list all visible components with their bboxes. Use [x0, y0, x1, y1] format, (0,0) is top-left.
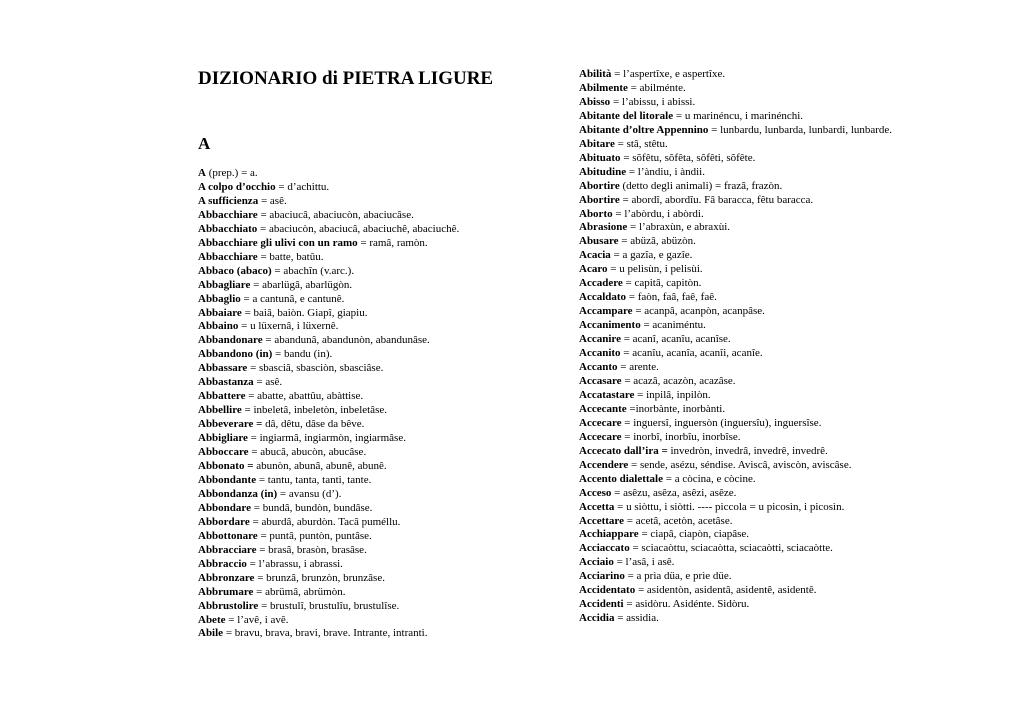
entry-headword: Accampare	[579, 305, 633, 318]
entry-definition: = batte, batûu.	[260, 250, 324, 263]
entry-headword: Abbattere	[198, 390, 246, 403]
entry-definition: abunòn, abunâ, abunê, abunê.	[253, 460, 387, 473]
entry-headword: Abbeverare =	[198, 418, 263, 431]
entry-definition: = lunbardu, lunbarda, lunbardi, lunbarde.	[708, 123, 893, 136]
dictionary-entry	[579, 501, 899, 515]
dictionary-entry	[579, 487, 899, 501]
entry-definition: = arente.	[620, 361, 659, 374]
dictionary-entry	[579, 459, 899, 473]
dictionary-entry	[579, 417, 899, 431]
entry-headword: Accasare	[579, 374, 622, 387]
dictionary-entry	[579, 305, 899, 319]
dictionary-entry	[579, 263, 899, 277]
dictionary-entry	[579, 249, 899, 263]
entry-definition: = brasâ, brasòn, brasâse.	[256, 543, 367, 556]
dictionary-entry	[198, 460, 498, 474]
dictionary-entry	[198, 307, 498, 321]
dictionary-entry	[579, 208, 899, 222]
entry-definition: = abrümâ, abrümòn.	[253, 585, 346, 598]
entry-headword: Abbaiare	[198, 306, 242, 319]
dictionary-entry	[579, 194, 899, 208]
entry-headword: A sufficienza	[198, 194, 259, 207]
entry-definition: = abilménte.	[627, 81, 686, 94]
entry-headword: Accaldato	[579, 291, 627, 304]
entry-definition: = inorbî, inorbîu, inorbîse.	[621, 430, 741, 443]
entry-definition: dâ, dêtu, dâse da bêve.	[262, 418, 365, 431]
entry-headword: Abbaco (abaco)	[198, 264, 272, 277]
entry-headword: Abbagliare	[198, 278, 251, 291]
dictionary-entry	[579, 96, 899, 110]
entry-headword: Accanimento	[579, 319, 641, 332]
entry-headword: Abbaino	[198, 320, 239, 333]
entry-definition: = capitâ, capitòn.	[622, 277, 702, 290]
entry-definition: = u siòttu, i siòtti. ---- piccola = u picosìn, i picosìn.	[614, 500, 845, 513]
dictionary-entry	[198, 334, 498, 348]
entry-definition: = u marinéncu, i marinénchi.	[673, 109, 804, 122]
entry-headword: Accatastare	[579, 388, 635, 401]
entry-headword: Abbronzare	[198, 571, 255, 584]
entry-headword: Accidentato	[579, 584, 636, 597]
dictionary-entry	[579, 542, 899, 556]
entry-headword: Accecante	[579, 402, 627, 415]
dictionary-entry	[579, 124, 899, 138]
entry-definition: = a prìa düa, e prìe düe.	[624, 570, 732, 583]
dictionary-entry	[579, 319, 899, 333]
entry-definition: = l’abrassu, i abrassi.	[246, 557, 343, 570]
entry-definition: = abaciucòn, abaciucâ, abaciuchê, abaciuchê.	[257, 222, 460, 235]
entry-headword: Abisso	[579, 95, 611, 108]
entry-definition: = puntâ, puntòn, puntâse.	[257, 529, 372, 542]
entry-definition: = abarlügâ, abarlügòn.	[250, 278, 353, 291]
entry-definition: = asidentòn, asidentâ, asidentê, asidentê.	[635, 584, 817, 597]
entry-headword: Abbacchiato	[198, 222, 258, 235]
entry-headword: Abbastanza	[198, 376, 254, 389]
dictionary-entry	[198, 558, 498, 572]
entry-headword: Abbraccio	[198, 557, 247, 570]
entry-definition: = abachîn (v.arc.).	[271, 264, 355, 277]
entry-definition: = inbeletâ, inbeletòn, inbeletâse.	[241, 404, 387, 417]
dictionary-entry	[198, 320, 498, 334]
right-column	[579, 68, 899, 626]
entry-definition: = aburdâ, aburdòn. Tacâ puméllu.	[249, 515, 401, 528]
entry-definition: = acetâ, acetòn, acetâse.	[623, 514, 733, 527]
entry-definition: = acaniméntu.	[640, 319, 706, 332]
entry-headword: Accadere	[579, 277, 623, 290]
entry-definition: = tantu, tanta, tanti, tante.	[256, 473, 372, 486]
entry-definition: = inguersî, inguersòn (inguersîu), inguersîse.	[621, 416, 822, 429]
entry-headword: Abortire	[579, 179, 620, 192]
entry-headword: Acacia	[579, 249, 611, 262]
entry-definition: = bravu, brava, bravi, brave. Intrante, intranti.	[223, 627, 428, 640]
entry-definition: = u lüxernâ, i lüxernê.	[238, 320, 339, 333]
dictionary-entry	[198, 614, 498, 628]
entry-definition: = baiâ, baiòn. Giapî, giapiu.	[241, 306, 368, 319]
entry-definition: = faòn, faâ, faê, faê.	[626, 291, 717, 304]
entry-headword: Abbellire	[198, 404, 242, 417]
dictionary-entry	[579, 68, 899, 82]
entry-definition: = abucâ, abucòn, abucâse.	[248, 446, 367, 459]
section-letter: A	[198, 134, 211, 153]
dictionary-entry	[198, 251, 498, 265]
entry-definition: = a gazîa, e gazîe.	[610, 249, 693, 262]
entry-headword: Accento dialettale	[579, 472, 663, 485]
entry-headword: Accanto	[579, 361, 621, 374]
entry-definition: = ingiarmâ, ingiarmòn, ingiarmâse.	[247, 432, 406, 445]
page-title: DIZIONARIO di PIETRA LIGURE	[198, 68, 494, 89]
dictionary-entry	[579, 389, 899, 403]
dictionary-entry	[198, 376, 498, 390]
entry-definition: (prep.) = a.	[205, 167, 258, 179]
entry-definition: = abandunâ, abandunòn, abandunâse.	[262, 334, 430, 347]
dictionary-entry	[198, 223, 498, 237]
entry-headword: Abrasione	[579, 221, 628, 234]
entry-definition: = acazâ, acazòn, acazâse.	[621, 374, 736, 387]
entry-definition: = asêzu, asêza, asêzi, asêze.	[611, 486, 737, 499]
entry-headword: Accidenti	[579, 598, 624, 611]
dictionary-entry	[198, 530, 498, 544]
dictionary-entry	[198, 195, 498, 209]
dictionary-entry	[579, 515, 899, 529]
dictionary-entry	[198, 432, 498, 446]
entry-definition: = ciapâ, ciapòn, ciapâse.	[638, 528, 750, 541]
dictionary-entry	[579, 431, 899, 445]
entry-headword: Acceso	[579, 486, 612, 499]
entry-definition: = asê.	[258, 194, 287, 207]
dictionary-entry	[198, 516, 498, 530]
entry-headword: Abitare	[579, 137, 615, 150]
dictionary-entry	[579, 375, 899, 389]
entry-headword: Abbacchiare	[198, 250, 261, 263]
left-column	[198, 167, 498, 641]
entry-headword: Abbracciare	[198, 543, 257, 556]
dictionary-entry	[198, 209, 498, 223]
entry-definition: = inpilâ, inpilòn.	[634, 388, 711, 401]
dictionary-entry	[198, 390, 498, 404]
entry-headword: Abituato	[579, 151, 621, 164]
dictionary-entry	[198, 572, 498, 586]
entry-headword: Accecato dall’ira =	[579, 444, 668, 457]
entry-definition: = asê.	[253, 376, 283, 389]
entry-definition: =inorbànte, inorbànti.	[626, 402, 726, 415]
entry-headword: Abbondante	[198, 473, 257, 486]
entry-headword: Abbaglio	[198, 292, 241, 305]
entry-definition: = l’asâ, i asê.	[613, 556, 675, 569]
entry-headword: Abbottonare	[198, 529, 258, 542]
dictionary-entry	[198, 404, 498, 418]
dictionary-entry	[579, 403, 899, 417]
entry-headword: Acchiappare	[579, 528, 639, 541]
entry-definition: = stâ, stêtu.	[614, 137, 668, 150]
dictionary-entry	[198, 544, 498, 558]
entry-headword: Abbassare	[198, 362, 248, 375]
entry-headword: Accanire	[579, 333, 621, 346]
entry-definition: = a còcina, e còcine.	[663, 472, 756, 485]
entry-definition: = abordî, abordîu. Fâ baracca, fêtu baracca.	[619, 193, 814, 206]
entry-headword: Abbordare	[198, 515, 250, 528]
entry-definition: = acanpâ, acanpòn, acanpâse.	[632, 305, 765, 318]
entry-definition: = l’abòrdu, i abòrdi.	[612, 207, 704, 220]
entry-definition: = sbasciâ, sbasciòn, sbasciâse.	[247, 362, 384, 375]
entry-definition: = assidia.	[614, 612, 659, 625]
dictionary-entry	[198, 600, 498, 614]
entry-headword: Abilmente	[579, 81, 628, 94]
entry-headword: Abboccare	[198, 446, 249, 459]
dictionary-entry	[579, 180, 899, 194]
dictionary-entry	[579, 277, 899, 291]
dictionary-entry	[579, 221, 899, 235]
dictionary-entry	[198, 167, 498, 181]
entry-headword: Abbonato =	[198, 460, 254, 473]
entry-definition: = bandu (in).	[272, 348, 333, 361]
entry-headword: Accecare	[579, 430, 622, 443]
dictionary-entry	[579, 110, 899, 124]
entry-definition: invedròn, invedrâ, invedrê, invedrê.	[667, 444, 828, 457]
dictionary-entry	[579, 138, 899, 152]
entry-headword: Abile	[198, 627, 224, 640]
entry-headword: Acciaio	[579, 556, 614, 569]
entry-definition: = d’achittu.	[275, 180, 330, 193]
dictionary-entry	[198, 474, 498, 488]
entry-headword: Accecare	[579, 416, 622, 429]
dictionary-entry	[198, 181, 498, 195]
entry-headword: Abete	[198, 613, 226, 626]
dictionary-entry	[579, 556, 899, 570]
entry-headword: Abilità	[579, 68, 612, 80]
entry-headword: Abbandonare	[198, 334, 263, 347]
entry-definition: = abatte, abattûu, abàttise.	[245, 390, 364, 403]
entry-headword: Abusare	[579, 235, 619, 248]
dictionary-entry	[579, 333, 899, 347]
entry-definition: = abüzâ, abüzòn.	[618, 235, 696, 248]
dictionary-entry	[579, 445, 899, 459]
entry-definition: = brunzâ, brunzòn, brunzâse.	[254, 571, 385, 584]
dictionary-entry	[198, 418, 498, 432]
entry-headword: Acciarino	[579, 570, 625, 583]
dictionary-entry	[198, 586, 498, 600]
entry-headword: Abbacchiare gli ulivi con un ramo	[198, 236, 358, 249]
entry-definition: = l’avê, i avê.	[225, 613, 289, 626]
entry-headword: Acciaccato	[579, 542, 630, 555]
dictionary-entry	[198, 502, 498, 516]
dictionary-entry	[579, 528, 899, 542]
entry-headword: Aborto	[579, 207, 613, 220]
entry-headword: Abbigliare	[198, 432, 248, 445]
entry-definition: = l’abissu, i abissi.	[610, 95, 696, 108]
dictionary-entry	[579, 612, 899, 626]
entry-definition: = l’abraxùn, e abraxùi.	[627, 221, 730, 234]
entry-definition: = sciacaòttu, sciacaòtta, sciacaòtti, sciacaòtte.	[629, 542, 833, 555]
entry-definition: = acanî, acanîu, acanîse.	[620, 333, 731, 346]
dictionary-entry	[198, 265, 498, 279]
entry-headword: Abbrustolire	[198, 599, 259, 612]
entry-headword: Accidia	[579, 612, 615, 625]
entry-headword: Abbondanza (in)	[198, 487, 278, 500]
dictionary-entry	[198, 293, 498, 307]
entry-headword: Accendere	[579, 458, 629, 471]
entry-headword: Abitudine	[579, 165, 627, 178]
entry-definition: (detto degli animali) = frazâ, frazòn.	[619, 179, 783, 192]
entry-headword: Abbondare	[198, 501, 251, 514]
entry-definition: = l’àndiu, i àndii.	[626, 165, 705, 178]
entry-definition: = ramâ, ramòn.	[357, 236, 428, 249]
dictionary-entry	[579, 570, 899, 584]
dictionary-entry	[579, 584, 899, 598]
entry-definition: = bundâ, bundòn, bundâse.	[250, 501, 373, 514]
entry-headword: Acaro	[579, 263, 608, 276]
entry-headword: Abbandono (in)	[198, 348, 273, 361]
entry-definition: = a cantunâ, e cantunê.	[240, 292, 345, 305]
dictionary-entry	[579, 152, 899, 166]
entry-headword: Abbrumare	[198, 585, 254, 598]
dictionary-entry	[579, 82, 899, 96]
dictionary-entry	[198, 627, 498, 641]
dictionary-entry	[579, 291, 899, 305]
entry-headword: Abitante del litorale	[579, 109, 674, 122]
entry-headword: Abbacchiare	[198, 208, 258, 221]
dictionary-entry	[198, 279, 498, 293]
entry-definition: = abaciucâ, abaciucòn, abaciucâse.	[257, 208, 414, 221]
dictionary-entry	[579, 473, 899, 487]
entry-headword: Abortire	[579, 193, 620, 206]
entry-definition: = sende, asézu, séndise. Aviscâ, aviscòn, aviscâse.	[628, 458, 852, 471]
dictionary-entry	[579, 235, 899, 249]
dictionary-entry	[579, 598, 899, 612]
dictionary-entry	[198, 446, 498, 460]
dictionary-entry	[579, 166, 899, 180]
dictionary-entry	[198, 237, 498, 251]
entry-headword: A	[198, 167, 206, 179]
dictionary-entry	[198, 362, 498, 376]
entry-headword: Accanito	[579, 347, 621, 360]
dictionary-entry	[198, 348, 498, 362]
entry-definition: = brustulî, brustulîu, brustulîse.	[258, 599, 400, 612]
dictionary-entry	[198, 488, 498, 502]
dictionary-entry	[579, 361, 899, 375]
dictionary-entry	[579, 347, 899, 361]
entry-headword: A colpo d’occhio	[198, 180, 276, 193]
entry-headword: Accettare	[579, 514, 624, 527]
entry-definition: = sõfêtu, sõfêta, sõfêti, sõfête.	[620, 151, 756, 164]
entry-definition: = asidòru. Asidénte. Sidòru.	[623, 598, 750, 611]
entry-definition: = acanîu, acanîa, acanîi, acanîe.	[620, 347, 763, 360]
entry-headword: Accetta	[579, 500, 615, 513]
entry-definition: = l’aspertîxe, e aspertîxe.	[611, 68, 726, 80]
entry-definition: = u pelisùn, i pelisùi.	[607, 263, 703, 276]
entry-headword: Abitante d’oltre Appennino	[579, 123, 709, 136]
entry-definition: = avansu (d’).	[277, 487, 342, 500]
